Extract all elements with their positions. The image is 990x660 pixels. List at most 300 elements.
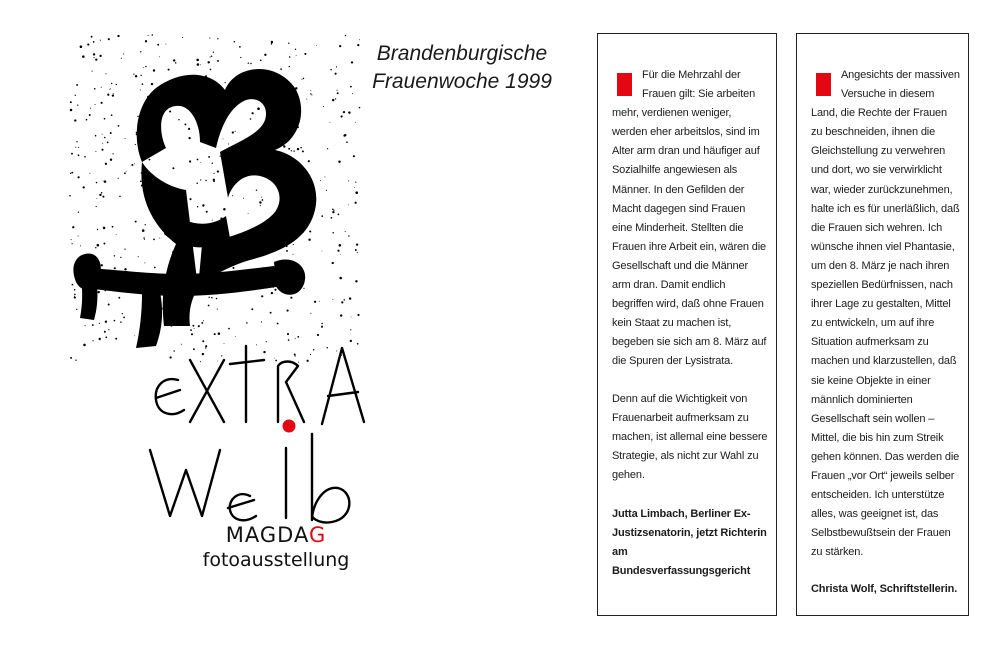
ink-speck	[138, 256, 139, 257]
ink-speck	[101, 264, 103, 266]
ink-speck	[94, 88, 96, 90]
ink-speck	[351, 61, 353, 63]
ink-speck	[217, 361, 218, 362]
ink-speck	[289, 66, 290, 67]
ink-speck	[84, 156, 86, 158]
ink-speck	[109, 89, 110, 90]
ink-speck	[181, 344, 182, 345]
ink-speck	[78, 147, 79, 148]
ink-speck	[101, 102, 103, 104]
ink-speck	[200, 64, 201, 65]
ink-speck	[99, 338, 101, 340]
ink-speck	[78, 212, 79, 213]
ink-speck	[303, 78, 304, 79]
ink-speck	[221, 355, 222, 356]
ink-speck	[357, 252, 358, 253]
ink-speck	[82, 55, 85, 58]
ink-speck	[274, 358, 275, 359]
ink-speck	[294, 353, 296, 355]
ink-speck	[232, 267, 234, 269]
ink-speck	[75, 95, 76, 96]
ink-speck	[145, 66, 147, 68]
ink-speck	[104, 137, 106, 139]
ink-speck	[303, 288, 304, 289]
ink-speck	[329, 122, 330, 123]
ink-speck	[124, 248, 125, 249]
ink-speck	[143, 237, 145, 239]
ink-speck	[296, 55, 297, 56]
ink-speck	[173, 59, 175, 61]
ink-speck	[92, 324, 94, 326]
ink-speck	[113, 93, 114, 94]
ink-speck	[357, 314, 359, 316]
ink-speck	[332, 299, 333, 300]
ink-speck	[135, 144, 136, 145]
ink-speck	[97, 244, 100, 247]
ink-speck	[205, 345, 207, 347]
ink-speck	[99, 323, 100, 324]
ink-speck	[280, 68, 282, 70]
ink-speck	[70, 101, 72, 103]
ink-speck	[108, 329, 109, 330]
ink-speck	[220, 156, 221, 157]
ink-speck	[295, 49, 296, 50]
ink-speck	[197, 159, 199, 161]
ink-speck	[110, 132, 112, 134]
ink-speck	[159, 56, 160, 57]
ink-speck	[197, 63, 200, 66]
ink-speck	[200, 162, 201, 163]
ink-speck	[264, 54, 266, 56]
ink-speck	[290, 297, 292, 299]
ink-speck	[189, 160, 191, 162]
ink-speck	[120, 257, 121, 258]
ink-speck	[74, 297, 76, 299]
ink-speck	[144, 262, 145, 263]
brand-name-accent: G	[308, 523, 327, 547]
ink-speck	[261, 321, 262, 322]
ink-speck	[70, 173, 71, 174]
brand-name	[186, 522, 366, 548]
ink-speck	[175, 62, 177, 64]
ink-speck	[339, 277, 342, 280]
quote-text-wolf	[811, 66, 960, 618]
ink-speck	[316, 45, 317, 46]
ink-speck	[99, 55, 101, 57]
ink-speck	[321, 323, 323, 325]
ink-speck	[78, 154, 80, 156]
ink-speck	[112, 226, 114, 228]
ink-speck	[332, 99, 334, 101]
ink-speck	[93, 57, 94, 58]
ink-speck	[350, 340, 352, 342]
ink-speck	[211, 55, 212, 56]
quote-text-limbach	[612, 66, 768, 599]
ink-speck	[352, 93, 353, 94]
ink-speck	[353, 155, 355, 157]
ink-speck	[308, 238, 310, 240]
ink-speck	[345, 35, 346, 36]
red-dot-accent	[283, 420, 296, 433]
ink-speck	[105, 163, 107, 165]
ink-speck	[145, 224, 146, 225]
ink-speck	[228, 143, 229, 144]
ink-speck	[112, 153, 113, 154]
ink-speck	[350, 86, 352, 88]
ink-speck	[105, 321, 107, 323]
ink-speck	[217, 309, 218, 310]
ink-speck	[306, 99, 307, 100]
ink-speck	[100, 40, 101, 41]
ink-speck	[210, 69, 212, 71]
ink-speck	[235, 131, 236, 132]
ink-speck	[96, 206, 97, 207]
ink-speck	[72, 284, 74, 286]
ink-speck	[298, 362, 299, 363]
ink-speck	[339, 244, 342, 247]
ink-speck	[214, 333, 216, 335]
ink-speck	[348, 235, 349, 236]
ink-speck	[188, 137, 190, 139]
ink-speck	[356, 243, 358, 245]
ink-speck	[112, 94, 114, 96]
ink-speck	[275, 360, 277, 362]
ink-speck	[76, 309, 77, 310]
ink-speck	[271, 41, 273, 43]
ink-speck	[235, 336, 236, 337]
ink-speck	[271, 43, 273, 45]
ink-speck	[224, 343, 225, 344]
ink-speck	[124, 172, 126, 174]
ink-speck	[218, 332, 221, 335]
ink-speck	[99, 194, 101, 196]
ink-speck	[83, 186, 85, 188]
ink-speck	[295, 338, 296, 339]
ink-speck	[216, 298, 218, 300]
ink-speck	[348, 180, 349, 181]
ink-speck	[205, 347, 206, 348]
ink-speck	[149, 159, 151, 161]
ink-speck	[213, 180, 215, 182]
quote-paragraph: Denn auf die Wichtigkeit von Frauenarbeit aufmerksam zu machen, ist allemal eine bessere Strategie, als nicht zur Wahl zu gehen.	[612, 392, 768, 481]
ink-speck	[321, 215, 323, 217]
ink-speck	[114, 320, 116, 322]
ink-speck	[332, 232, 334, 234]
ink-speck	[165, 44, 166, 45]
ink-speck	[344, 299, 346, 301]
ink-speck	[277, 323, 279, 325]
ink-speck	[196, 59, 199, 62]
ink-speck	[250, 118, 252, 120]
ink-speck	[294, 355, 295, 356]
ink-speck	[142, 229, 145, 232]
ink-speck	[310, 90, 311, 91]
ink-speck	[74, 289, 76, 291]
ink-speck	[153, 239, 155, 241]
ink-speck	[262, 199, 264, 201]
ink-speck	[210, 56, 211, 57]
ink-speck	[232, 195, 233, 196]
ink-speck	[114, 267, 116, 269]
ink-speck	[153, 69, 155, 71]
ink-speck	[95, 151, 96, 152]
ink-speck	[319, 301, 320, 302]
ink-speck	[340, 254, 341, 255]
ink-speck	[289, 56, 291, 58]
ink-speck	[297, 148, 299, 150]
ink-speck	[321, 251, 322, 252]
ink-speck	[72, 226, 74, 228]
ink-speck	[234, 41, 236, 43]
ink-speck	[359, 107, 361, 109]
ink-speck	[193, 348, 195, 350]
ink-speck	[105, 336, 107, 338]
ink-speck	[107, 142, 109, 144]
ink-speck	[355, 280, 357, 282]
ink-speck	[297, 336, 299, 338]
ink-speck	[125, 138, 126, 139]
ink-speck	[76, 84, 78, 86]
ink-speck	[257, 107, 260, 110]
ink-speck	[259, 201, 261, 203]
ink-speck	[104, 180, 107, 183]
ink-speck	[332, 211, 334, 213]
ink-speck	[198, 325, 200, 327]
ink-speck	[337, 92, 339, 94]
ink-speck	[172, 167, 174, 169]
ink-speck	[326, 347, 327, 348]
ink-speck	[95, 247, 96, 248]
ink-speck	[337, 250, 339, 252]
ink-speck	[184, 123, 186, 125]
ink-speck	[286, 250, 288, 252]
ink-speck	[321, 326, 323, 328]
ink-speck	[256, 344, 257, 345]
ink-speck	[94, 104, 95, 105]
ink-speck	[336, 351, 337, 352]
ink-speck	[103, 181, 104, 182]
ink-speck	[348, 111, 350, 113]
weib-lettering	[150, 434, 349, 523]
ink-speck	[304, 53, 306, 55]
ink-speck	[228, 328, 230, 330]
ink-speck	[77, 176, 79, 178]
ink-speck	[346, 141, 348, 143]
ink-speck	[208, 297, 209, 298]
ink-speck	[101, 192, 103, 194]
ink-speck	[200, 179, 201, 180]
brand-subtitle: fotoausstellung	[202, 549, 350, 571]
quote-panel-wolf	[796, 33, 969, 616]
ink-speck	[92, 340, 93, 341]
ink-speck	[217, 38, 218, 39]
red-marker-icon	[816, 73, 831, 96]
ink-speck	[197, 206, 198, 207]
ink-speck	[206, 211, 208, 213]
ink-speck	[256, 189, 257, 190]
quote-signature: Jutta Limbach, Berliner Ex-Justizsenatorin, jetzt Richterin am Bundesverfassungsgericht	[612, 507, 767, 578]
ink-speck	[354, 202, 356, 204]
ink-speck	[359, 39, 360, 40]
ink-speck	[212, 220, 213, 221]
ink-speck	[110, 88, 111, 89]
ink-speck	[189, 198, 191, 200]
ink-speck	[355, 191, 358, 194]
ink-speck	[97, 291, 99, 293]
ink-speck	[301, 79, 302, 80]
ink-speck	[239, 46, 241, 48]
ink-speck	[288, 42, 289, 43]
ink-speck	[142, 83, 144, 85]
exhibition-brand	[186, 522, 366, 572]
ink-speck	[140, 75, 141, 76]
ink-speck	[78, 235, 79, 236]
ink-speck	[114, 255, 115, 256]
ink-speck	[96, 182, 97, 183]
ink-speck	[157, 44, 159, 46]
ink-speck	[115, 338, 117, 340]
ink-speck	[75, 147, 76, 148]
ink-speck	[217, 60, 219, 62]
brushstroke-symbol	[73, 69, 316, 348]
ink-speck	[341, 115, 343, 117]
quote-signature: Christa Wolf, Schriftstellerin.	[811, 583, 958, 596]
ink-speck	[196, 183, 198, 185]
ink-speck	[243, 198, 244, 199]
ink-speck	[263, 351, 265, 353]
ink-speck	[116, 84, 117, 85]
ink-speck	[357, 343, 359, 345]
ink-speck	[121, 58, 122, 59]
ink-speck	[131, 164, 133, 166]
quote-paragraph: Für die Mehrzahl der Frauen gilt: Sie arbeiten mehr, verdienen weniger, werden eher arbeitslos, sind im Alter arm dran und häufiger auf Sozialhilfe angewiesen als Männer. In den Gefilden der Macht dagegen sind Frauen eine Minderheit. Stellten die Frauen ihre Arbeit ein, wären die Gesellschaft und die Männer arm dran. Damit endlich begriffen wird, daß ohne Frauen kein Staat zu machen ist, begeben sie sich am 8. März auf die Spuren der Lysistrata.	[612, 69, 767, 368]
ink-speck	[326, 190, 327, 191]
ink-speck	[71, 239, 72, 240]
ink-speck	[118, 297, 120, 299]
ink-speck	[288, 339, 290, 341]
ink-speck	[293, 244, 294, 245]
extra-lettering	[156, 346, 364, 424]
ink-speck	[283, 145, 285, 147]
ink-speck	[350, 329, 351, 330]
ink-speck	[309, 230, 311, 232]
ink-speck	[178, 119, 179, 120]
ink-speck	[213, 52, 214, 53]
ink-speck	[232, 131, 234, 133]
ink-speck	[248, 62, 249, 63]
ink-speck	[251, 308, 253, 310]
ink-speck	[351, 317, 352, 318]
quote-paragraph: Angesichts der massiven Versuche in diesem Land, die Rechte der Frauen zu beschneiden, ihnen die Gleichstellung zu verwehren und dort, wo sie verwirklicht war, wieder zurückzunehmen, halte ich es für unerläßlich, daß die Frauen sich wehren. Ich wünsche ihnen viel Phantasie, um den 8. März je nach ihren speziellen Bedürfnissen, nach ihrer Lage zu gestalten, Mittel zu entwickeln, um auf ihre Situation aufmerksam zu machen und klarzustellen, daß sie keine Objekte in einer männlich dominierten Gesellschaft sein wollen – Mittel, die bis hin zum Streik gehen können. Das werden die Frauen „vor Ort“ jeweils selber entscheiden. Ich unterstütze alles, was geeignet ist, das Selbstbewußtsein der Frauen zu stärken.	[811, 69, 960, 559]
ink-speck	[260, 205, 261, 206]
ink-speck	[124, 268, 126, 270]
ink-speck	[120, 321, 121, 322]
ink-speck	[223, 138, 224, 139]
ink-speck	[107, 94, 109, 96]
ink-speck	[324, 176, 325, 177]
ink-speck	[137, 116, 138, 117]
ink-speck	[96, 198, 97, 199]
ink-speck	[135, 221, 137, 223]
ink-speck	[225, 82, 226, 83]
ink-speck	[89, 173, 90, 174]
ink-speck	[169, 110, 171, 112]
quote-panel-limbach	[597, 33, 777, 616]
ink-speck	[320, 180, 321, 181]
ink-speck	[202, 353, 204, 355]
ink-speck	[104, 118, 106, 120]
ink-speck	[97, 229, 98, 230]
ink-speck	[261, 295, 263, 297]
ink-speck	[341, 301, 343, 303]
ink-speck	[213, 173, 214, 174]
ink-speck	[75, 360, 76, 361]
ink-speck	[302, 150, 304, 152]
ink-speck	[201, 322, 203, 324]
ink-speck	[151, 83, 153, 85]
ink-speck	[151, 34, 153, 36]
ink-speck	[87, 44, 89, 46]
ink-speck	[287, 333, 289, 335]
ink-speck	[102, 134, 103, 135]
ink-speck	[208, 156, 210, 158]
ink-speck	[190, 329, 192, 331]
ink-speck	[287, 310, 289, 312]
event-title-line-1: Brandenburgische	[376, 42, 548, 65]
ink-speck	[80, 245, 81, 246]
ink-speck	[71, 172, 73, 174]
ink-speck	[332, 262, 334, 264]
brand-name-main: MAGDA	[225, 523, 309, 547]
ink-speck	[91, 36, 93, 38]
ink-speck	[203, 320, 204, 321]
ink-speck	[74, 296, 75, 297]
ink-speck	[71, 153, 73, 155]
ink-speck	[108, 38, 110, 40]
ink-speck	[85, 325, 86, 326]
ink-speck	[348, 204, 349, 205]
ink-speck	[92, 71, 93, 72]
ink-speck	[338, 214, 340, 216]
ink-speck	[202, 340, 204, 342]
ink-speck	[104, 331, 106, 333]
ink-speck	[191, 333, 193, 335]
ink-speck	[308, 160, 310, 162]
ink-speck	[101, 149, 103, 151]
ink-speck	[95, 58, 97, 60]
ink-speck	[310, 313, 311, 314]
ink-speck	[317, 334, 319, 336]
ink-speck	[110, 158, 112, 160]
ink-speck	[223, 208, 226, 211]
ink-speck	[211, 297, 213, 299]
ink-speck	[74, 294, 76, 296]
ink-speck	[143, 67, 144, 68]
ink-speck	[336, 66, 337, 67]
ink-speck	[134, 163, 135, 164]
ink-speck	[108, 304, 110, 306]
ink-speck	[355, 249, 357, 251]
ink-speck	[336, 90, 337, 91]
ink-speck	[266, 341, 267, 342]
ink-speck	[300, 147, 302, 149]
ink-speck	[145, 40, 147, 42]
ink-speck	[140, 180, 142, 182]
ink-speck	[168, 69, 170, 71]
event-title-line-2: Frauenwoche 1999	[372, 70, 552, 93]
ink-speck	[331, 217, 333, 219]
ink-speck	[101, 87, 102, 88]
